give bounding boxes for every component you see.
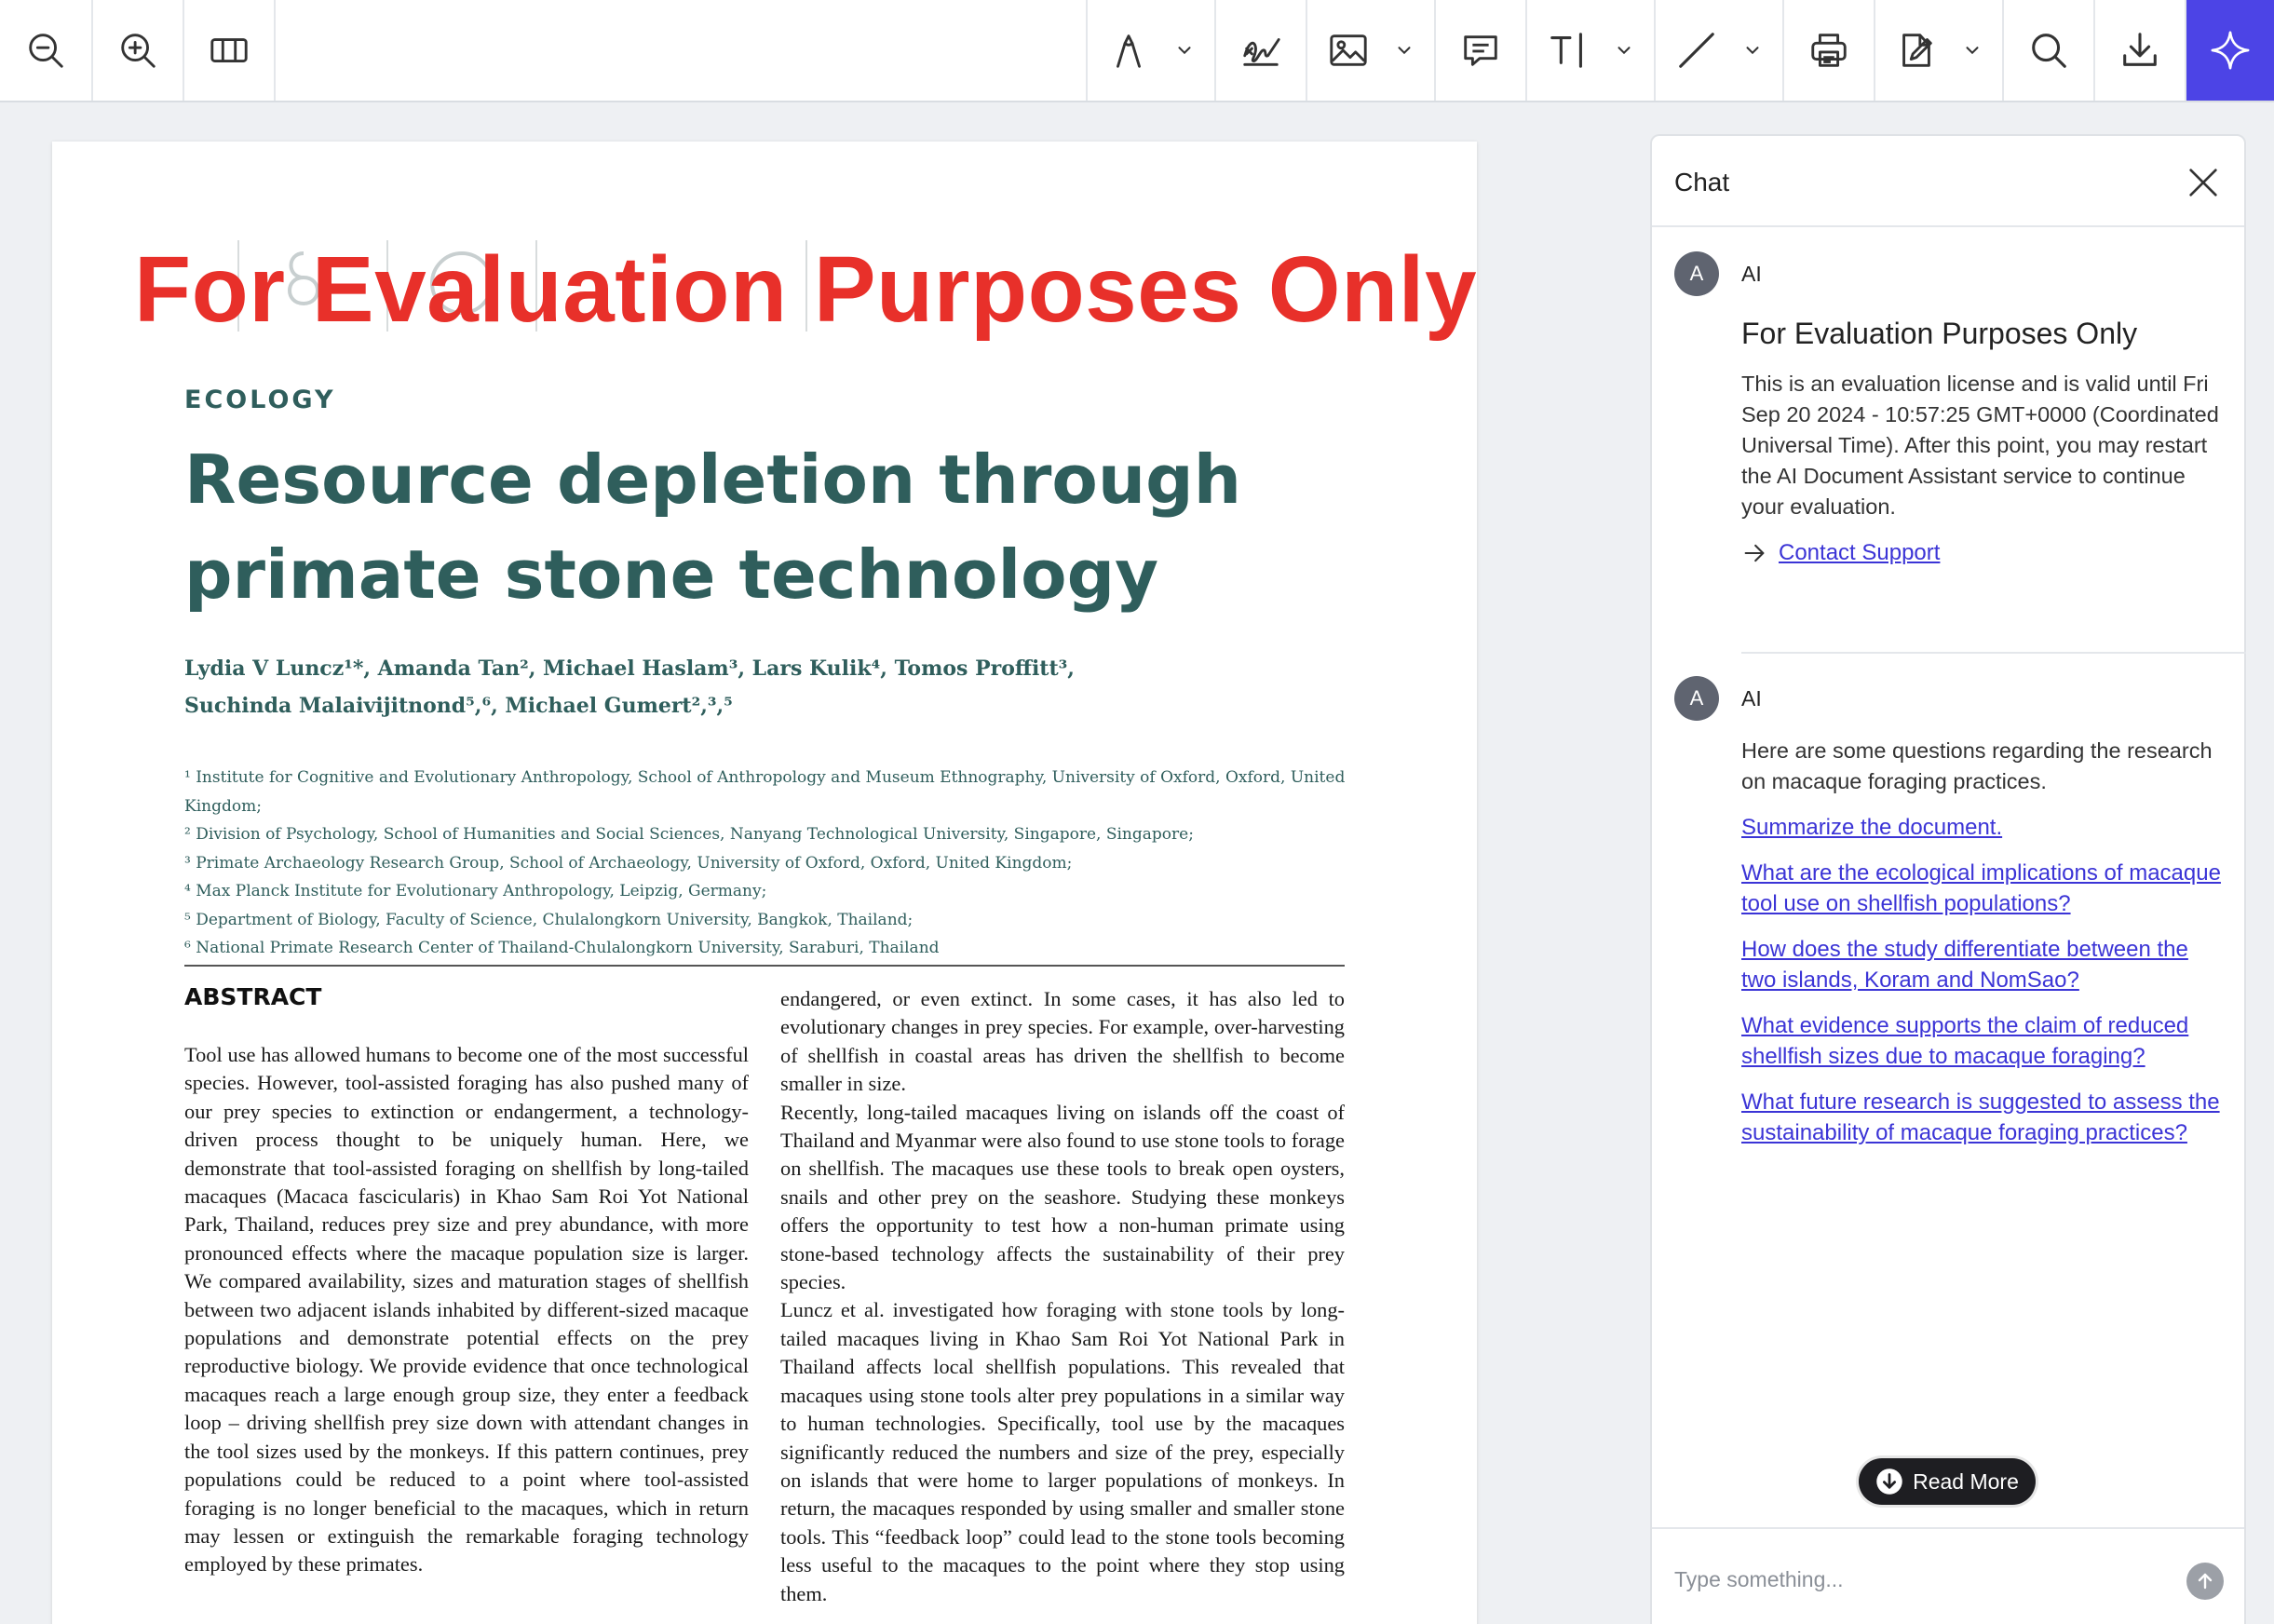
author-list (184, 650, 1348, 724)
paper-title-line-2: primate stone technology (184, 535, 1159, 614)
affiliation-item: ¹ Institute for Cognitive and Evolutionary Anthropology, School of Anthropology and Museum Ethnography, University of Oxford, Oxford, United Kingdom; (184, 768, 1346, 816)
page-layout-icon (208, 29, 250, 72)
read-more-button[interactable] (1859, 1458, 2036, 1505)
edit-form-button[interactable] (1875, 0, 2004, 101)
chevron-down-icon[interactable] (1962, 40, 1983, 61)
affiliation-item: ⁶ National Primate Research Center of Thailand-Chulalongkorn University, Saraburi, Thailand (184, 939, 940, 957)
search-icon (2027, 29, 2070, 72)
affiliations (184, 764, 1395, 963)
message-text: This is an evaluation license and is valid until Fri Sep 20 2024 - 10:57:25 GMT+0000 (Coordinated Universal Time). After this point, you may restart the AI Document Assistant service to continue your evaluation. (1741, 372, 2219, 519)
ai-assistant-icon (2209, 29, 2252, 72)
suggested-question-link[interactable]: What evidence supports the claim of reduced shellfish sizes due to macaque foraging? (1741, 1013, 2189, 1069)
affiliation-item: ⁴ Max Planck Institute for Evolutionary Anthropology, Leipzig, Germany; (184, 882, 767, 900)
chevron-down-icon[interactable] (1394, 40, 1414, 61)
contact-support-row (1741, 537, 2226, 568)
suggested-question-link[interactable]: Summarize the document. (1741, 815, 2003, 840)
message-body (1741, 736, 2226, 1163)
abstract-text-left: Tool use has allowed humans to become one of the most successful species. However, tool-assisted foraging has also pushed many of our prey species to extinction or endangerment, a technology-driven process thought to be uniquely human. Here, we demonstrate that tool-assisted foraging on shellfish by long-tailed macaques (Macaca fascicularis) in Khao Sam Roi Yot National Park, Thailand, reduces prey size and prey abundance, with more pronounced effects where the macaque population size is larger. We compared availability, sizes and maturation stages of shellfish between two adjacent islands inhabited by different-sized macaque populations and demonstrate potential effects on the prey reproductive biology. We provide evidence that once technological macaques reach a large enough group size, they enter a feedback loop – driving shellfish prey size down with attendant changes in the tool sizes used by the monkeys. If this pattern continues, prey populations could be reduced to a point where tool-assisted foraging is no longer beneficial to the macaques, which in return may lessen or extinguish the remarkable foraging technology employed by these primates. (184, 1043, 749, 1577)
chevron-down-icon[interactable] (1614, 40, 1634, 61)
arrow-up-icon (2194, 1570, 2216, 1592)
zoom-out-button[interactable] (0, 0, 93, 101)
message-divider (1741, 652, 2246, 654)
abstract-text-right (780, 985, 1345, 1608)
suggested-question-link[interactable]: What are the ecological implications of macaque tool use on shellfish populations? (1741, 860, 2221, 916)
affiliation-item: ² Division of Psychology, School of Humanities and Social Sciences, Nanyang Technological University, Singapore, Singapore; (184, 825, 1194, 844)
paper-title-line-1: Resource depletion through (184, 440, 1241, 519)
download-icon (2118, 29, 2161, 72)
comment-button[interactable] (1436, 0, 1527, 101)
affiliation-item: ³ Primate Archaeology Research Group, School of Archaeology, University of Oxford, Oxford, United Kingdom; (184, 853, 1073, 873)
chat-input-area (1652, 1527, 2244, 1624)
abstract-paragraph: Luncz et al. investigated how foraging with stone tools by long-tailed macaques living in Khao Sam Roi Yot National Park in Thailand affects local shellfish populations. This revealed that macaques using stone tools alter prey populations in a similar way to human technologies. Specifically, tool use by the macaques significantly reduced the numbers and size of the prey, especially on islands that were home to larger populations of monkeys. In return, the macaques responded by using smaller and smaller stone tools. This “feedback loop” could lead to the stone tools becoming less useful to the macaques to the point where they stop using them. (780, 1298, 1345, 1605)
line-tool-button[interactable] (1656, 0, 1784, 101)
authors-line-1: Lydia V Luncz¹*, Amanda Tan², Michael Haslam³, Lars Kulik⁴, Tomos Proffitt³, (184, 656, 1075, 681)
download-button[interactable] (2095, 0, 2186, 101)
toolbar (0, 0, 2274, 102)
affiliation-item: ⁵ Department of Biology, Faculty of Science, Chulalongkorn University, Bangkok, Thailand; (184, 910, 914, 929)
signature-icon (1239, 29, 1282, 72)
chat-panel (1650, 134, 2246, 1624)
chat-message (1674, 676, 2224, 1347)
text-tool-button[interactable] (1527, 0, 1656, 101)
suggested-question-link[interactable]: What future research is suggested to assess the sustainability of macaque foraging practices? (1741, 1089, 2220, 1145)
send-button[interactable] (2186, 1563, 2224, 1600)
message-author: AI (1741, 262, 1762, 286)
arrow-down-circle-icon (1875, 1468, 1903, 1495)
contact-support-link[interactable]: Contact Support (1779, 540, 1941, 565)
comment-icon (1459, 29, 1502, 72)
chat-message-input[interactable] (1674, 1559, 2159, 1600)
ai-assistant-button[interactable] (2186, 0, 2274, 101)
zoom-in-icon (116, 29, 159, 72)
message-heading: For Evaluation Purposes Only (1741, 317, 2138, 350)
page-layout-button[interactable] (184, 0, 276, 101)
edit-form-icon (1895, 29, 1938, 72)
abstract-paragraph: endangered, or even extinct. In some cases, it has also led to evolutionary changes in prey species. For example, over-harvesting of shellfish in coastal areas has driven the shellfish to become smaller in size. (780, 987, 1345, 1096)
image-icon (1327, 29, 1370, 72)
message-body (1741, 315, 2226, 568)
suggested-question-link[interactable]: How does the study differentiate between the two islands, Koram and NomSao? (1741, 937, 2188, 993)
zoom-out-icon (24, 29, 67, 72)
abstract-heading: ABSTRACT (184, 983, 322, 1010)
suggested-questions (1741, 812, 2226, 1148)
chat-message (1674, 251, 2224, 565)
signature-button[interactable] (1216, 0, 1307, 101)
section-divider (184, 965, 1345, 967)
pen-tool-button[interactable] (1086, 0, 1216, 101)
print-icon (1807, 29, 1850, 72)
close-icon[interactable] (2185, 164, 2222, 201)
message-text: Here are some questions regarding the research on macaque foraging practices. (1741, 738, 2213, 793)
arrow-right-icon (1741, 540, 1767, 566)
pen-icon (1107, 29, 1150, 72)
avatar: A (1674, 676, 1719, 721)
search-button[interactable] (2004, 0, 2095, 101)
image-tool-button[interactable] (1307, 0, 1436, 101)
line-icon (1675, 29, 1718, 72)
chat-title: Chat (1674, 168, 1730, 196)
document-page[interactable] (52, 142, 1477, 1624)
authors-line-2: Suchinda Malaivijitnond⁵,⁶, Michael Gumert²,³,⁵ (184, 694, 733, 718)
evaluation-watermark: For Evaluation Purposes Only (134, 237, 1477, 342)
message-author: AI (1741, 686, 1762, 710)
avatar: A (1674, 251, 1719, 296)
abstract-paragraph: Recently, long-tailed macaques living on islands off the coast of Thailand and Myanmar were also found to use stone tools to forage on shellfish. The macaques use these tools to break open oysters, snails and other prey on the seashore. Studying these monkeys offers the opportunity to test how a non-human primate using stone-based technology affects the sustainability of their prey species. (780, 1100, 1345, 1294)
chevron-down-icon[interactable] (1174, 40, 1195, 61)
chat-header (1652, 136, 2244, 227)
section-label: ECOLOGY (184, 386, 336, 414)
print-button[interactable] (1784, 0, 1875, 101)
read-more-label: Read More (1913, 1468, 2019, 1494)
chevron-down-icon[interactable] (1742, 40, 1763, 61)
text-icon (1547, 29, 1590, 72)
paper-title (184, 432, 1302, 622)
zoom-in-button[interactable] (93, 0, 184, 101)
